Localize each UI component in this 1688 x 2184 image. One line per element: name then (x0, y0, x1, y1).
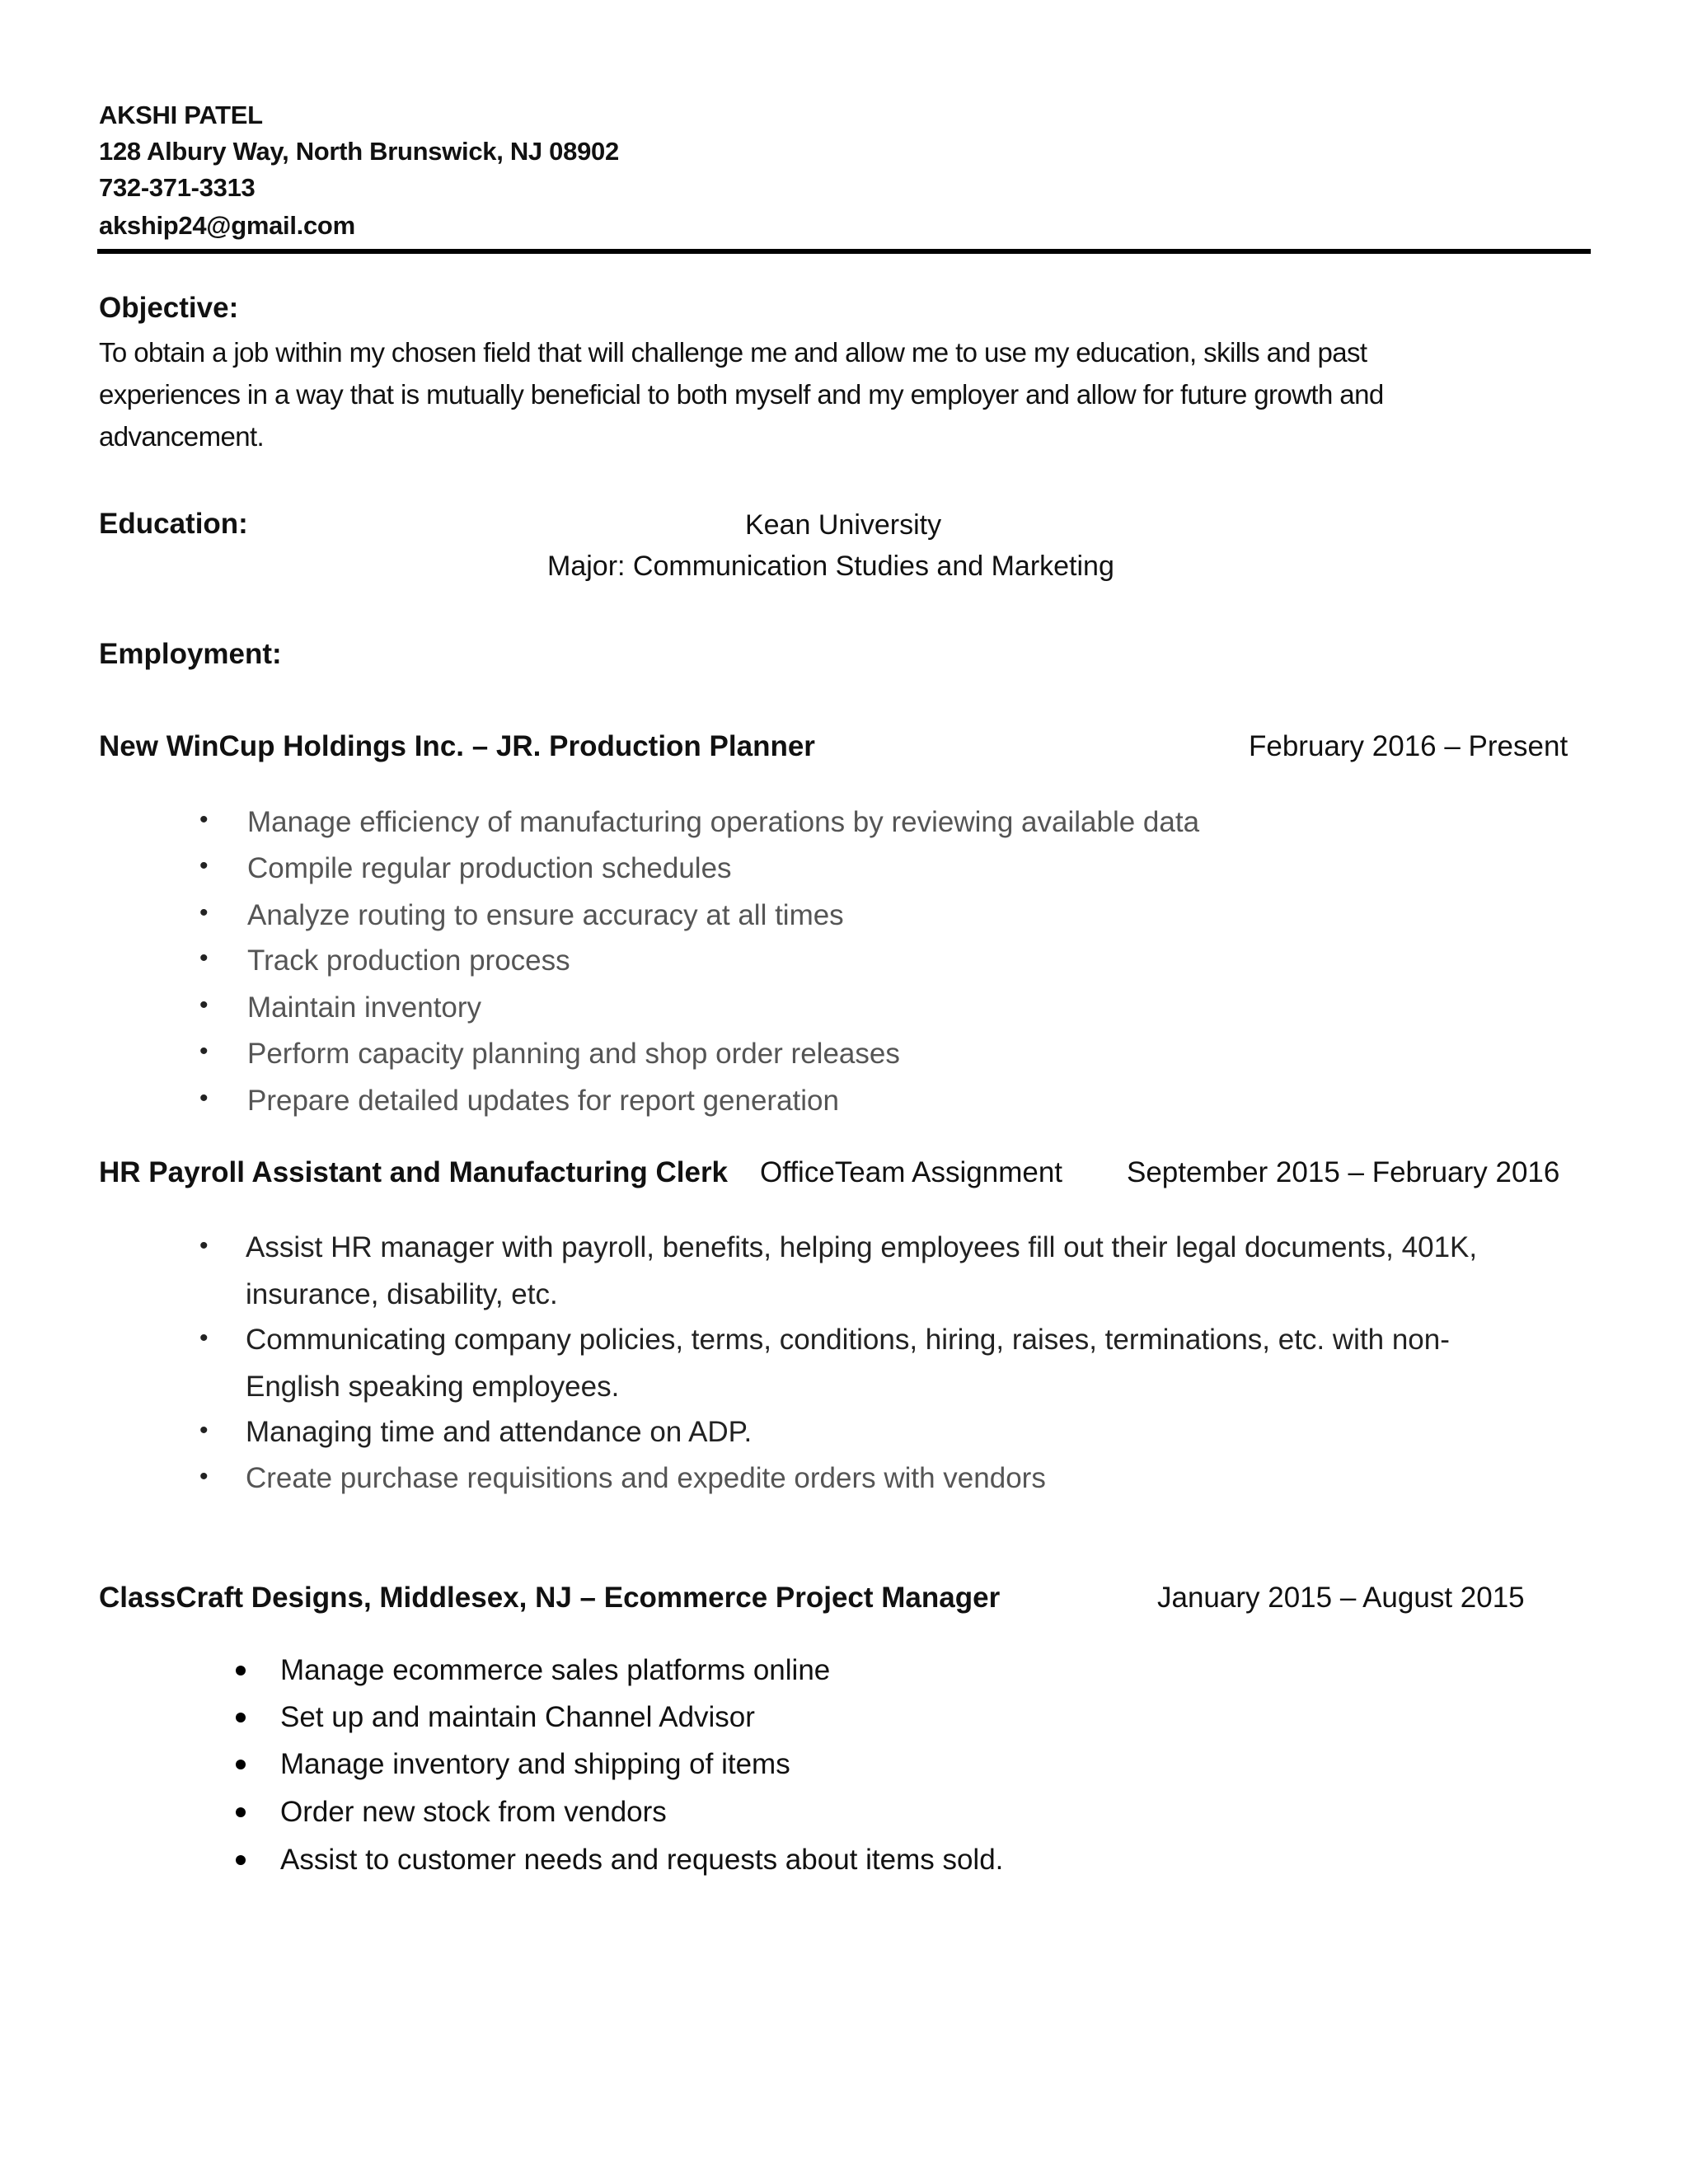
job-title: ClassCraft Designs, Middlesex, NJ – Ecommerce Project Manager (99, 1582, 1001, 1614)
address: 128 Albury Way, North Brunswick, NJ 08902 (99, 137, 619, 166)
job-bullet: Assist to customer needs and requests about items sold. (280, 1844, 1004, 1876)
bullet-icon: • (199, 1038, 209, 1065)
job-bullet: Manage efficiency of manufacturing operations by reviewing available data (247, 806, 1200, 838)
bullet-icon: • (199, 1417, 209, 1444)
job-title: HR Payroll Assistant and Manufacturing Clerk (99, 1156, 729, 1188)
bullet-icon: • (199, 1085, 209, 1112)
bullet-icon: • (199, 899, 209, 926)
job-title: New WinCup Holdings Inc. – JR. Production Planner (99, 730, 815, 762)
job-dates: January 2015 – August 2015 (1157, 1582, 1525, 1614)
bullet-icon (236, 1760, 246, 1769)
job-bullet: Order new stock from vendors (280, 1796, 667, 1828)
bullet-icon: • (199, 806, 209, 833)
phone: 732-371-3313 (99, 173, 256, 202)
header-divider (97, 249, 1591, 254)
job-bullet: Create purchase requisitions and expedite orders with vendors (246, 1462, 1046, 1494)
job-bullet: Analyze routing to ensure accuracy at all times (247, 899, 844, 931)
job-bullet: Perform capacity planning and shop order releases (247, 1038, 900, 1070)
objective-line-2: experiences in a way that is mutually beneficial to both myself and my employer and allow for future growth and (99, 379, 1384, 410)
bullet-icon: • (199, 991, 209, 1019)
job-bullet-continuation: English speaking employees. (246, 1371, 620, 1403)
job-bullet: Communicating company policies, terms, conditions, hiring, raises, terminations, etc. with non- (246, 1324, 1450, 1356)
job-dates: February 2016 – Present (1249, 730, 1568, 762)
bullet-icon: • (199, 1324, 209, 1352)
job-bullet: Compile regular production schedules (247, 852, 732, 884)
job-bullet: Prepare detailed updates for report generation (247, 1085, 839, 1117)
job-agency: OfficeTeam Assignment (760, 1156, 1063, 1188)
bullet-icon (236, 1855, 246, 1865)
education-major: Major: Communication Studies and Marketing (547, 551, 1114, 582)
bullet-icon: • (199, 944, 209, 972)
job-bullet: Managing time and attendance on ADP. (246, 1416, 753, 1448)
job-bullet: Manage inventory and shipping of items (280, 1748, 790, 1780)
bullet-icon: • (199, 1232, 209, 1259)
email: akship24@gmail.com (99, 211, 355, 240)
objective-line-1: To obtain a job within my chosen field that will challenge me and allow me to use my education, skills and past (99, 337, 1367, 368)
job-bullet: Manage ecommerce sales platforms online (280, 1654, 831, 1686)
bullet-icon (236, 1807, 246, 1817)
job-bullet: Track production process (247, 944, 570, 977)
job-bullet: Assist HR manager with payroll, benefits, helping employees fill out their legal documents, 401K, (246, 1231, 1478, 1263)
employment-heading: Employment: (99, 638, 282, 670)
job-bullet-continuation: insurance, disability, etc. (246, 1278, 558, 1310)
education-school: Kean University (745, 509, 942, 541)
job-bullet: Maintain inventory (247, 991, 482, 1024)
bullet-icon: • (199, 1463, 209, 1490)
bullet-icon: • (199, 852, 209, 879)
objective-heading: Objective: (99, 292, 239, 324)
job-bullet: Set up and maintain Channel Advisor (280, 1701, 755, 1733)
education-heading: Education: (99, 508, 248, 540)
bullet-icon (236, 1713, 246, 1722)
bullet-icon (236, 1666, 246, 1675)
job-dates: September 2015 – February 2016 (1127, 1156, 1560, 1188)
objective-line-3: advancement. (99, 421, 265, 452)
candidate-name: AKSHI PATEL (99, 101, 263, 129)
